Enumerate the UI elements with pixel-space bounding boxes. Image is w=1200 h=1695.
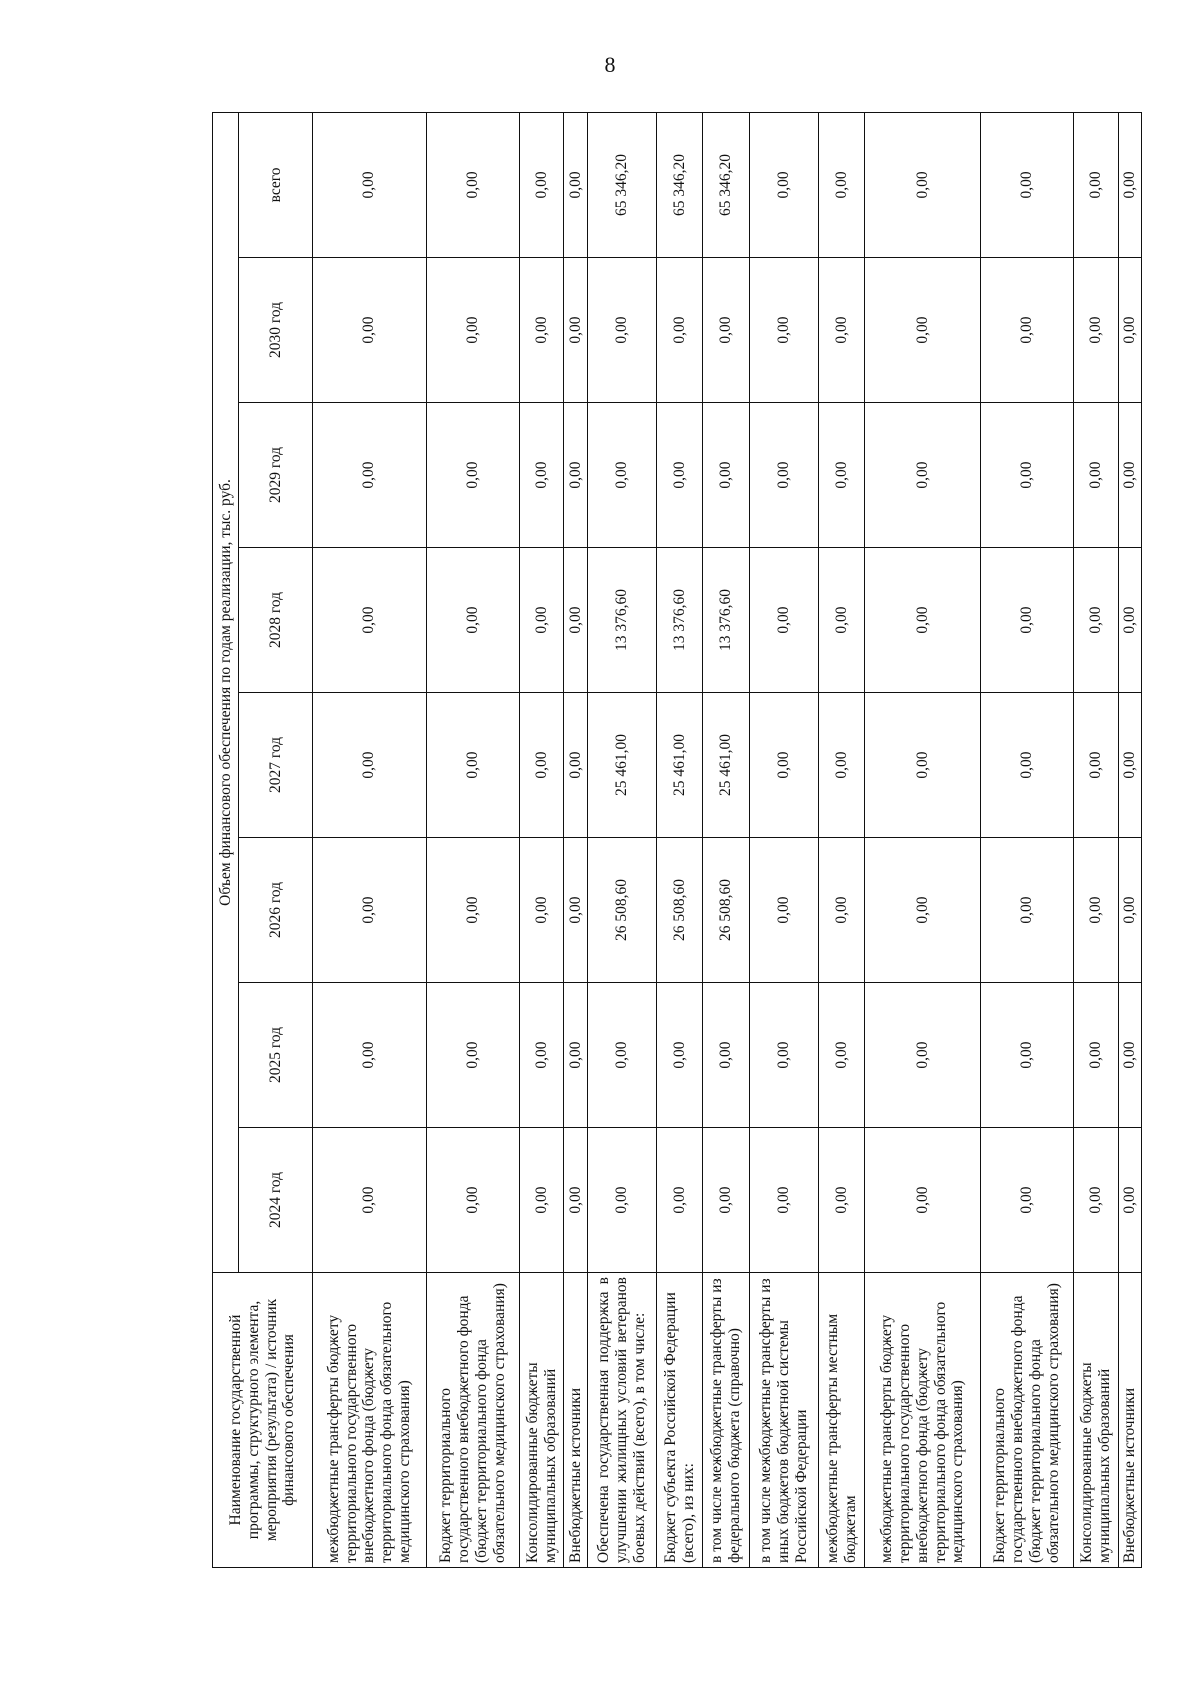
row-name: Внебюджетные источники: [564, 1273, 587, 1568]
year-value: 0,00: [865, 403, 981, 548]
year-value: 0,00: [313, 403, 427, 548]
page-number: 8: [604, 52, 616, 77]
table-row: [818, 112, 864, 1567]
volume-caption: Объем финансового обеспечения по годам реализации, тыс. руб.: [213, 112, 239, 1272]
row-name: в том числе межбюджетные трансферты из иных бюджетов бюджетной системы Российской Федерации: [749, 1273, 818, 1568]
total-value: 65 346,20: [656, 112, 702, 257]
year-value: 0,00: [587, 1128, 656, 1273]
year-value: 0,00: [313, 693, 427, 838]
year-value: 0,00: [564, 838, 587, 983]
year-value: 0,00: [564, 258, 587, 403]
year-value: 0,00: [749, 983, 818, 1128]
year-value: 0,00: [587, 258, 656, 403]
year-value: 0,00: [1073, 693, 1118, 838]
year-value: 0,00: [749, 548, 818, 693]
year-value: 0,00: [1073, 403, 1118, 548]
year-value: 0,00: [520, 403, 564, 548]
row-name: межбюджетные трансферты бюджету территориального государственного внебюджетного фонда (бюджету территориального фонда обязательного медицинского страхования): [313, 1273, 427, 1568]
year-value: 13 376,60: [587, 548, 656, 693]
year-value: 0,00: [426, 548, 520, 693]
table-row: [656, 112, 702, 1567]
year-value: 25 461,00: [587, 693, 656, 838]
year-value: 25 461,00: [703, 693, 749, 838]
year-value: 0,00: [564, 1128, 587, 1273]
year-value: 0,00: [703, 983, 749, 1128]
year-value: 0,00: [865, 838, 981, 983]
year-value: 0,00: [749, 693, 818, 838]
year-value: 0,00: [520, 258, 564, 403]
total-value: 0,00: [313, 112, 427, 257]
year-header: 2026 год: [239, 838, 313, 983]
year-header: 2030 год: [239, 258, 313, 403]
year-value: 0,00: [749, 1128, 818, 1273]
year-value: 0,00: [426, 403, 520, 548]
year-value: 0,00: [520, 838, 564, 983]
year-value: 0,00: [703, 403, 749, 548]
year-value: 0,00: [865, 548, 981, 693]
year-value: 0,00: [313, 838, 427, 983]
year-value: 0,00: [1073, 548, 1118, 693]
year-header: 2025 год: [239, 983, 313, 1128]
row-name: Бюджет субъекта Российской Федерации (всего), из них:: [656, 1273, 702, 1568]
table-row: [980, 112, 1073, 1567]
year-value: 0,00: [1073, 258, 1118, 403]
year-value: 0,00: [818, 693, 864, 838]
year-value: 25 461,00: [656, 693, 702, 838]
year-value: 0,00: [520, 983, 564, 1128]
year-value: 0,00: [656, 1128, 702, 1273]
table-row: [587, 112, 656, 1567]
year-value: 0,00: [1118, 693, 1141, 838]
year-value: 0,00: [865, 258, 981, 403]
year-value: 0,00: [818, 1128, 864, 1273]
year-value: 0,00: [818, 258, 864, 403]
financing-table: [212, 112, 1142, 1568]
year-value: 26 508,60: [703, 838, 749, 983]
row-name: Бюджет территориального государственного внебюджетного фонда (бюджет территориального фонда обязательного медицинского страхования): [980, 1273, 1073, 1568]
year-header: 2029 год: [239, 403, 313, 548]
year-value: 0,00: [865, 1128, 981, 1273]
year-value: 0,00: [520, 693, 564, 838]
row-name: межбюджетные трансферты бюджету территориального государственного внебюджетного фонда (бюджету территориального фонда обязательного медицинского страхования): [865, 1273, 981, 1568]
year-value: 0,00: [1118, 983, 1141, 1128]
year-value: 0,00: [587, 403, 656, 548]
year-value: 0,00: [818, 838, 864, 983]
table-row: [520, 112, 564, 1567]
total-value: 0,00: [818, 112, 864, 257]
row-name: Бюджет территориального государственного внебюджетного фонда (бюджет территориального фонда обязательного медицинского страхования): [426, 1273, 520, 1568]
year-value: 0,00: [426, 693, 520, 838]
row-name: Консолидированные бюджеты муниципальных образований: [1073, 1273, 1118, 1568]
year-value: 0,00: [313, 548, 427, 693]
year-value: 0,00: [587, 983, 656, 1128]
row-name: в том числе межбюджетные трансферты из федерального бюджета (справочно): [703, 1273, 749, 1568]
table-row: [1073, 112, 1118, 1567]
year-value: 0,00: [980, 693, 1073, 838]
year-value: 0,00: [818, 403, 864, 548]
total-value: 65 346,20: [703, 112, 749, 257]
year-value: 0,00: [980, 403, 1073, 548]
year-value: 0,00: [703, 1128, 749, 1273]
year-value: 0,00: [865, 693, 981, 838]
year-value: 26 508,60: [587, 838, 656, 983]
year-value: 0,00: [656, 403, 702, 548]
year-value: 0,00: [426, 258, 520, 403]
year-value: 0,00: [313, 1128, 427, 1273]
rotated-page-content: [212, 113, 1142, 1568]
year-value: 0,00: [1118, 403, 1141, 548]
total-value: 0,00: [520, 112, 564, 257]
total-value: 0,00: [1118, 112, 1141, 257]
year-value: 0,00: [749, 838, 818, 983]
total-value: 0,00: [1073, 112, 1118, 257]
table-body: [313, 112, 1142, 1567]
year-value: 0,00: [749, 403, 818, 548]
year-value: 0,00: [656, 258, 702, 403]
year-header: 2027 год: [239, 693, 313, 838]
row-name: Внебюджетные источники: [1118, 1273, 1141, 1568]
year-value: 26 508,60: [656, 838, 702, 983]
year-header: 2028 год: [239, 548, 313, 693]
year-value: 0,00: [980, 983, 1073, 1128]
year-value: 0,00: [520, 1128, 564, 1273]
year-value: 0,00: [564, 693, 587, 838]
row-name: межбюджетные трансферты местным бюджетам: [818, 1273, 864, 1568]
year-value: 0,00: [980, 548, 1073, 693]
year-value: 0,00: [1073, 1128, 1118, 1273]
year-value: 0,00: [1118, 258, 1141, 403]
year-value: 0,00: [749, 258, 818, 403]
table-row: [749, 112, 818, 1567]
year-value: 0,00: [818, 548, 864, 693]
total-header: всего: [239, 112, 313, 257]
year-value: 0,00: [980, 258, 1073, 403]
total-value: 0,00: [865, 112, 981, 257]
year-value: 0,00: [426, 983, 520, 1128]
year-value: 0,00: [426, 1128, 520, 1273]
table-row: [703, 112, 749, 1567]
year-value: 0,00: [818, 983, 864, 1128]
total-value: 0,00: [426, 112, 520, 257]
total-value: 0,00: [749, 112, 818, 257]
year-value: 0,00: [865, 983, 981, 1128]
total-value: 0,00: [980, 112, 1073, 257]
name-column-header: Наименование государственной программы, структурного элемента, мероприятия (результата) / источник финансового обеспечения: [213, 1273, 313, 1568]
year-value: 0,00: [313, 983, 427, 1128]
year-value: 0,00: [703, 258, 749, 403]
year-value: 0,00: [313, 258, 427, 403]
total-value: 0,00: [564, 112, 587, 257]
table-row: [564, 112, 587, 1567]
year-value: 0,00: [520, 548, 564, 693]
year-value: 13 376,60: [656, 548, 702, 693]
year-value: 13 376,60: [703, 548, 749, 693]
year-value: 0,00: [426, 838, 520, 983]
year-header: 2024 год: [239, 1128, 313, 1273]
year-value: 0,00: [1118, 838, 1141, 983]
year-value: 0,00: [656, 983, 702, 1128]
year-value: 0,00: [564, 983, 587, 1128]
year-value: 0,00: [1073, 983, 1118, 1128]
year-value: 0,00: [980, 1128, 1073, 1273]
year-value: 0,00: [1118, 548, 1141, 693]
table-row: [1118, 112, 1141, 1567]
year-value: 0,00: [980, 838, 1073, 983]
year-value: 0,00: [564, 403, 587, 548]
row-name: Консолидированные бюджеты муниципальных образований: [520, 1273, 564, 1568]
year-value: 0,00: [1073, 838, 1118, 983]
row-name: Обеспечена государственная поддержка в улучшении жилищных условий ветеранов боевых действий (всего), в том числе:: [587, 1273, 656, 1568]
total-value: 65 346,20: [587, 112, 656, 257]
table-row: [426, 112, 520, 1567]
year-value: 0,00: [1118, 1128, 1141, 1273]
table-row: [865, 112, 981, 1567]
table-row: [313, 112, 427, 1567]
year-value: 0,00: [564, 548, 587, 693]
